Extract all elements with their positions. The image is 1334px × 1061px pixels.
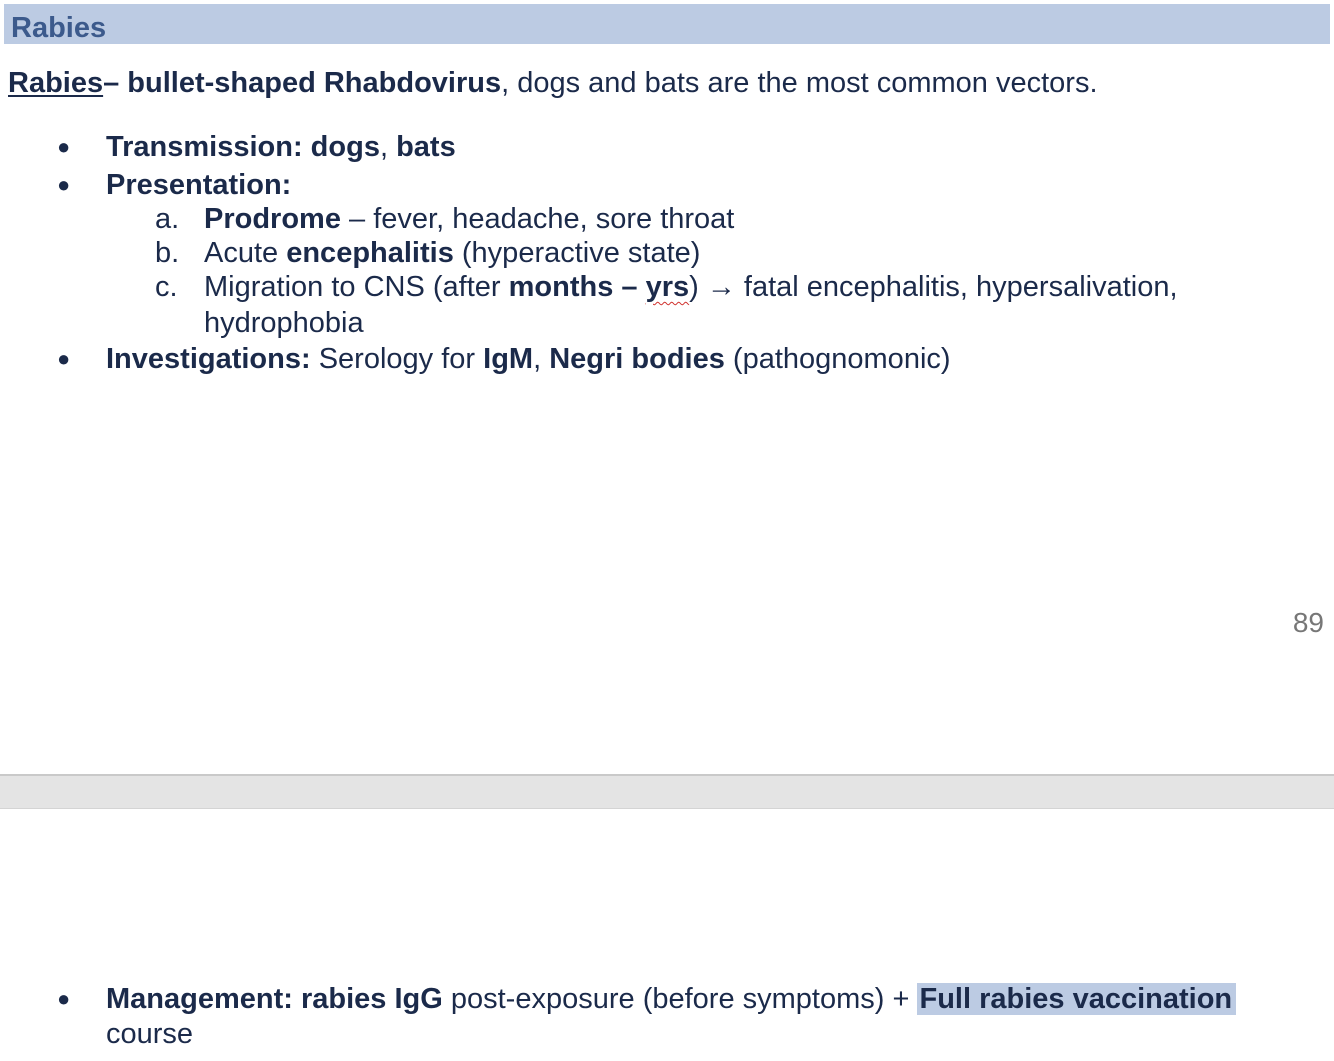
encephalitis-pre: Acute bbox=[204, 237, 287, 269]
list-item-management bbox=[106, 981, 1236, 1017]
presentation-label: Presentation: bbox=[106, 169, 292, 201]
list-item-investigations bbox=[106, 341, 951, 377]
intro-bold: – bullet-shaped Rhabdovirus bbox=[103, 67, 502, 99]
sublist-item-encephalitis bbox=[204, 235, 700, 271]
list-item-management-cont: course bbox=[106, 1018, 194, 1050]
investigations-text-3: (pathognomonic) bbox=[724, 343, 951, 375]
management-highlight: Full rabies vaccination bbox=[917, 983, 1236, 1015]
encephalitis-bold: encephalitis bbox=[286, 237, 454, 269]
encephalitis-rest: (hyperactive state) bbox=[453, 237, 701, 269]
section-heading: Rabies bbox=[11, 12, 107, 44]
page-number: 89 bbox=[1292, 607, 1324, 638]
bullet-dot: ● bbox=[57, 172, 71, 197]
transmission-label: Transmission: dogs bbox=[106, 131, 380, 163]
intro-rest: , dogs and bats are the most common vectors. bbox=[501, 67, 1098, 99]
intro-term: Rabies bbox=[8, 67, 104, 99]
investigations-text-2: , bbox=[533, 343, 550, 375]
intro-paragraph bbox=[8, 64, 1098, 102]
prodrome-bold: Prodrome bbox=[204, 203, 341, 235]
list-item-presentation bbox=[106, 167, 291, 203]
investigations-label: Investigations: bbox=[106, 343, 311, 375]
migration-post: ) → fatal encephalitis, hypersalivation, bbox=[689, 271, 1178, 303]
sublist-item-migration bbox=[204, 269, 1178, 305]
bullet-dot: ● bbox=[57, 134, 71, 159]
migration-bold: months – bbox=[508, 271, 646, 303]
migration-bold-spellcheck: yrs bbox=[645, 271, 690, 303]
prodrome-rest: – fever, headache, sore throat bbox=[340, 203, 735, 235]
investigations-igm: IgM bbox=[483, 343, 534, 375]
list-item-transmission bbox=[106, 129, 456, 165]
sublist-marker-a: a. bbox=[155, 203, 180, 235]
bullet-dot: ● bbox=[57, 346, 71, 371]
investigations-negri: Negri bodies bbox=[549, 343, 725, 375]
sublist-marker-c: c. bbox=[155, 271, 178, 303]
section-heading-bar bbox=[4, 4, 1330, 44]
transmission-sep: , bbox=[379, 131, 397, 163]
investigations-text-1: Serology for bbox=[310, 343, 484, 375]
sublist-item-migration-cont: hydrophobia bbox=[204, 307, 364, 339]
page-break-gap bbox=[0, 774, 1334, 809]
management-mid: post-exposure (before symptoms) + bbox=[442, 983, 918, 1015]
bullet-dot: ● bbox=[57, 986, 71, 1011]
sublist-marker-b: b. bbox=[155, 237, 180, 269]
migration-pre: Migration to CNS (after bbox=[204, 271, 509, 303]
sublist-item-prodrome bbox=[204, 201, 734, 237]
management-label: Management: rabies IgG bbox=[106, 983, 443, 1015]
transmission-tail: bats bbox=[396, 131, 456, 163]
